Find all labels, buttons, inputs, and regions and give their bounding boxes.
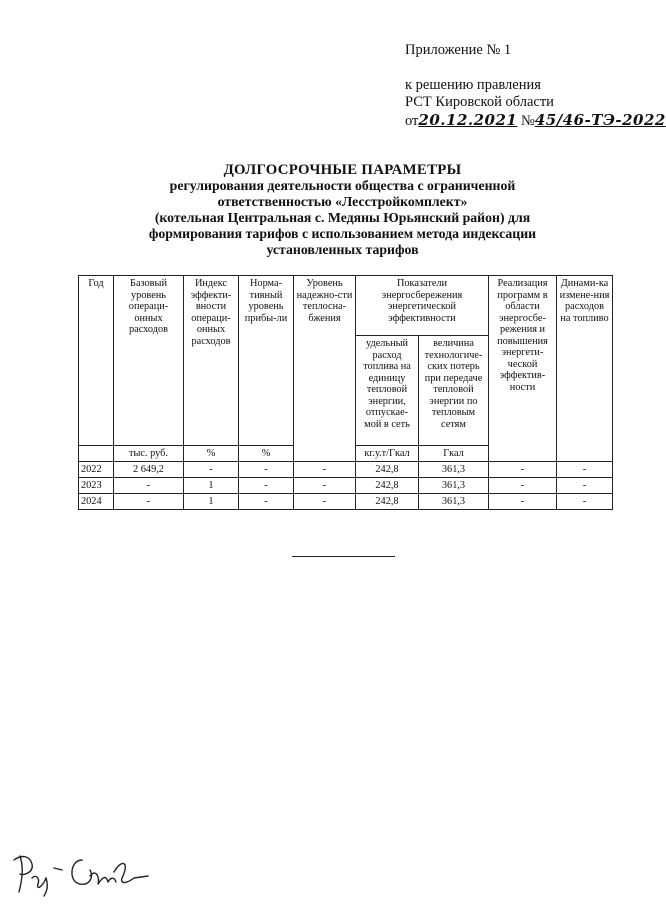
cell-reliability: - [294, 494, 356, 510]
cell-base: 2 649,2 [114, 462, 184, 478]
header-reliability: Уровень надежно-сти теплосна-бжения [294, 276, 356, 462]
header-efficiency-index: Индекс эффекти-вности операци-онных расходов [184, 276, 239, 446]
cell-dynamics: - [557, 478, 613, 494]
unit-specific-fuel: кг.у.т/Гкал [356, 446, 419, 462]
title-line-5: формирования тарифов с использованием метода индексации [148, 226, 537, 241]
unit-heat-losses: Гкал [419, 446, 489, 462]
table-row [79, 494, 613, 510]
cell-losses: 361,3 [419, 462, 489, 478]
table-row [79, 478, 613, 494]
cell-fuel: 242,8 [356, 462, 419, 478]
cell-profit: - [239, 462, 294, 478]
title-line-3: ответственностью «Лесстройкомплект» [217, 194, 468, 209]
cell-index: 1 [184, 494, 239, 510]
title-line-6: установленных тарифов [266, 242, 419, 257]
title-line-2: регулирования деятельности общества с ограниченной [169, 178, 516, 193]
closing-divider [292, 556, 395, 557]
cell-year: 2024 [79, 494, 114, 510]
cell-programs: - [489, 462, 557, 478]
appendix-line-1: к решению правления [405, 77, 541, 93]
appendix-line-2: РСТ Кировской области [405, 94, 554, 110]
cell-reliability: - [294, 462, 356, 478]
unit-normative-profit: % [239, 446, 294, 462]
header-heat-losses: величина технологиче-ских потерь при передаче тепловой энергии по тепловым сетям [419, 336, 489, 446]
cell-profit: - [239, 494, 294, 510]
parameters-table [78, 275, 613, 510]
table-row [79, 462, 613, 478]
header-year: Год [79, 276, 114, 446]
header-normative-profit: Норма-тивный уровень прибы-ли [239, 276, 294, 446]
cell-dynamics: - [557, 462, 613, 478]
cell-dynamics: - [557, 494, 613, 510]
header-specific-fuel: удельный расход топлива на единицу тепловой энергии, отпускае-мой в сеть [356, 336, 419, 446]
header-programs: Реализация программ в области энергосбе-режения и повышения энергети-ческой эффектив-ности [489, 276, 557, 462]
decision-number: 45/46-ТЭ-2022 [534, 111, 666, 129]
cell-index: 1 [184, 478, 239, 494]
cell-year: 2022 [79, 462, 114, 478]
appendix-date-line [405, 112, 666, 130]
title-line-1: ДОЛГОСРОЧНЫЕ ПАРАМЕТРЫ [223, 162, 462, 178]
header-base-level: Базовый уровень операци-онных расходов [114, 276, 184, 446]
cell-losses: 361,3 [419, 494, 489, 510]
cell-fuel: 242,8 [356, 478, 419, 494]
cell-programs: - [489, 478, 557, 494]
appendix-title: Приложение № 1 [405, 42, 512, 58]
cell-programs: - [489, 494, 557, 510]
handwritten-signature [10, 848, 160, 898]
unit-year-empty [79, 446, 114, 462]
cell-fuel: 242,8 [356, 494, 419, 510]
decision-date: 20.12.2021 [418, 111, 518, 129]
cell-reliability: - [294, 478, 356, 494]
cell-year: 2023 [79, 478, 114, 494]
number-prefix: № [520, 113, 535, 129]
header-fuel-dynamics: Динами-ка измене-ния расходов на топливо [557, 276, 613, 462]
cell-base: - [114, 478, 184, 494]
unit-base-level: тыс. руб. [114, 446, 184, 462]
cell-profit: - [239, 478, 294, 494]
unit-efficiency-index: % [184, 446, 239, 462]
header-energy-group: Показатели энергосбережения энергетической эффективности [356, 276, 489, 336]
cell-losses: 361,3 [419, 478, 489, 494]
title-line-4: (котельная Центральная с. Медяны Юрьянский район) для [154, 210, 531, 225]
document-title [90, 162, 595, 258]
cell-index: - [184, 462, 239, 478]
cell-base: - [114, 494, 184, 510]
date-prefix: от [405, 113, 419, 129]
